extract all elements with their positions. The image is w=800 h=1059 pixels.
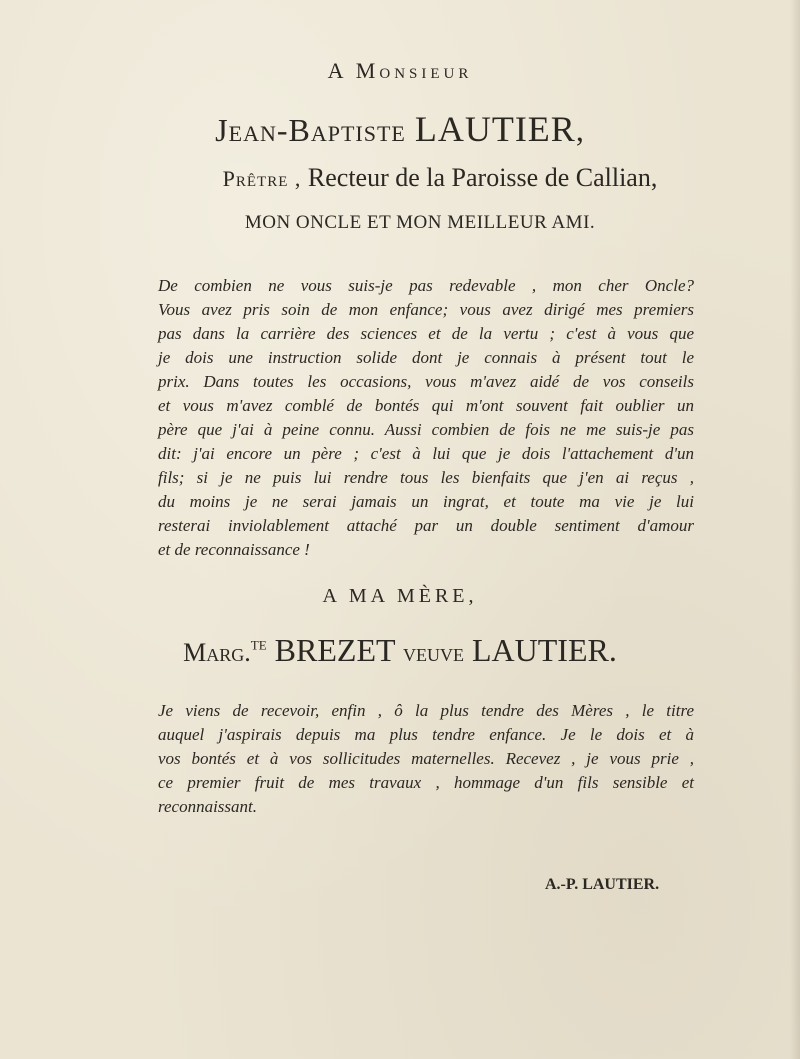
paragraph-line: ce premier fruit de mes travaux , hommage d'un fils sensible et	[158, 773, 694, 792]
uncle-paragraph	[158, 274, 694, 562]
uncle-name-surname: LAUTIER	[414, 109, 576, 149]
paragraph-line: et de reconnaissance !	[158, 540, 310, 559]
uncle-name-prefix: Jean-Baptiste	[215, 112, 406, 148]
paragraph-line: et vous m'avez comblé de bontés qui m'ont souvent fait oublier un	[158, 396, 694, 415]
paragraph-line: prix. Dans toutes les occasions, vous m'avez aidé de vos conseils	[158, 372, 694, 391]
paragraph-line: Je viens de recevoir, enfin , ô la plus tendre des Mères , le titre	[158, 701, 694, 720]
paragraph-line: pas dans la carrière des sciences et de la vertu ; c'est à vous que	[158, 324, 694, 343]
mother-paragraph	[158, 699, 694, 819]
uncle-title-rest: Recteur de la Paroisse de Callian,	[307, 163, 658, 192]
mother-salutation: A MA MÈRE,	[322, 585, 478, 607]
mother-name-middle: veuve	[402, 638, 464, 667]
uncle-name-suffix: ,	[575, 112, 585, 148]
uncle-title-label: Prêtre ,	[222, 166, 302, 191]
paragraph-line: auquel j'aspirais depuis ma plus tendre enfance. Je le dois et à	[158, 725, 694, 744]
page-edge-shadow	[790, 0, 800, 1059]
paragraph-line: resterai inviolablement attaché par un double sentiment d'amour	[158, 516, 694, 535]
paragraph-line: je dois une instruction solide dont je connais à présent tout le	[158, 348, 694, 367]
paragraph-line: Vous avez pris soin de mon enfance; vous avez dirigé mes premiers	[158, 300, 694, 319]
mother-name-last: LAUTIER.	[471, 632, 617, 668]
paragraph-line: dit: j'ai encore un père ; c'est à lui que je dois l'attachement d'un	[158, 444, 694, 463]
paragraph-line: De combien ne vous suis-je pas redevable , mon cher Oncle?	[158, 276, 694, 295]
uncle-title	[0, 163, 800, 193]
paragraph-line: père que j'ai à peine connu. Aussi combien de fois ne me suis-je pas	[158, 420, 694, 439]
signature: A.-P. LAUTIER.	[545, 876, 660, 893]
dedication-salutation: A Monsieur	[327, 58, 473, 83]
mother-name-surname: BREZET	[274, 632, 395, 668]
paragraph-line: fils; si je ne puis lui rendre tous les bienfaits que j'en ai reçus ,	[158, 468, 694, 487]
mother-name-sup: TE	[250, 637, 267, 653]
uncle-relation: MON ONCLE ET MON MEILLEUR AMI.	[244, 212, 596, 233]
paragraph-line: reconnaissant.	[158, 797, 258, 816]
paragraph-line: vos bontés et à vos sollicitudes maternelles. Recevez , je vous prie ,	[158, 749, 694, 768]
mother-name	[0, 632, 800, 669]
uncle-name	[0, 108, 800, 150]
mother-name-prefix: Marg.	[183, 638, 251, 667]
paragraph-line: du moins je ne serai jamais un ingrat, et toute ma vie je lui	[158, 492, 694, 511]
